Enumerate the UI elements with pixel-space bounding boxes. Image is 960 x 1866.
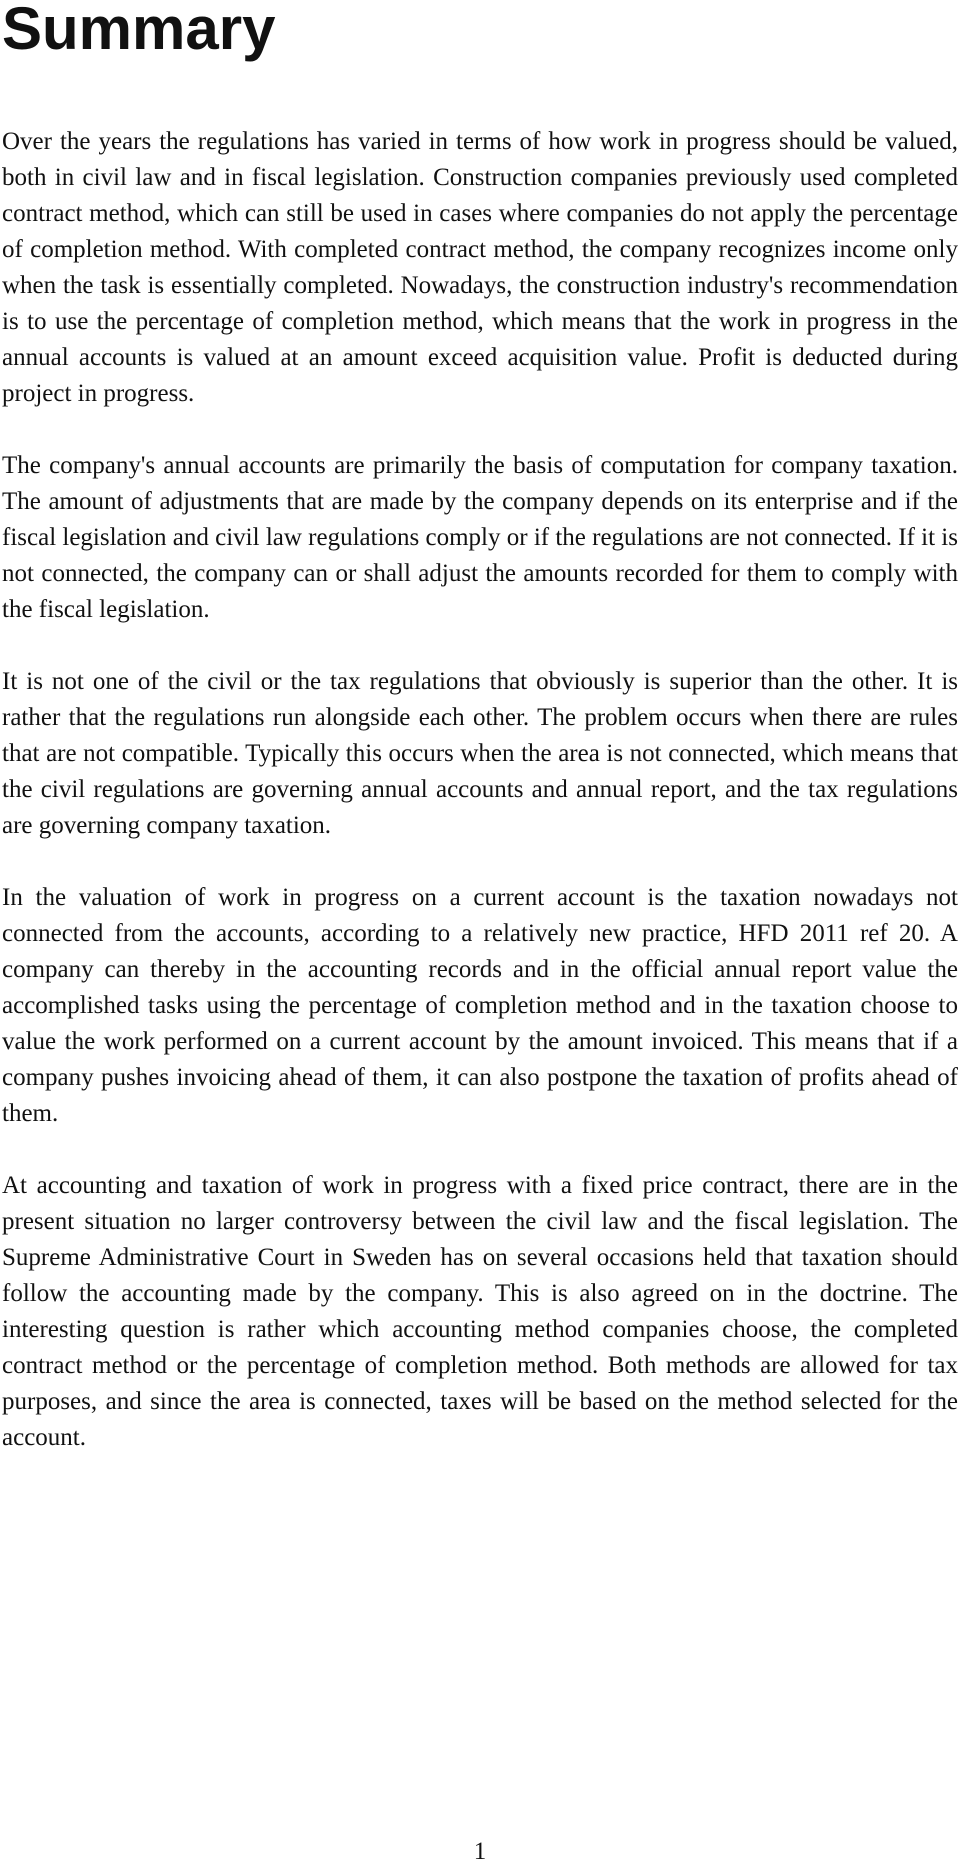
- page-title: Summary: [2, 0, 276, 62]
- paragraph-2: The company's annual accounts are primarily the basis of computation for company taxation. The amount of adjustments that are made by the company depends on its enterprise and if the fiscal legislation and civil law regulations comply or if the regulations are not connected. If it is not connected, the company can or shall adjust the amounts recorded for them to comply with the fiscal legislation.: [2, 452, 958, 623]
- paragraph-4: In the valuation of work in progress on a current account is the taxation nowadays not connected from the accounts, according to a relatively new practice, HFD 2011 ref 20. A company can thereby in the accounting records and in the official annual report value the accomplished tasks using the percentage of completion method and in the taxation choose to value the work performed on a current account by the amount invoiced. This means that if a company pushes invoicing ahead of them, it can also postpone the taxation of profits ahead of them.: [2, 884, 958, 1127]
- paragraph-3: It is not one of the civil or the tax regulations that obviously is superior than the other. It is rather that the regulations run alongside each other. The problem occurs when there are rules that are not compatible. Typically this occurs when the area is not connected, which means that the civil regulations are governing annual accounts and annual report, and the tax regulations are governing company taxation.: [2, 668, 958, 839]
- paragraph-5: At accounting and taxation of work in progress with a fixed price contract, there are in the present situation no larger controversy between the civil law and the fiscal legislation. The Supreme Administrative Court in Sweden has on several occasions held that taxation should follow the accounting made by the company. This is also agreed on in the doctrine. The interesting question is rather which accounting method companies choose, the completed contract method or the percentage of completion method. Both methods are allowed for tax purposes, and since the area is connected, taxes will be based on the method selected for the account.: [2, 1172, 958, 1451]
- page-number: 1: [473, 1838, 487, 1865]
- body-text: [2, 124, 958, 1492]
- paragraph-1: Over the years the regulations has varied in terms of how work in progress should be valued, both in civil law and in fiscal legislation. Construction companies previously used completed contract method, which can still be used in cases where companies do not apply the percentage of completion method. With completed contract method, the company recognizes income only when the task is essentially completed. Nowadays, the construction industry's recommendation is to use the percentage of completion method, which means that the work in progress in the annual accounts is valued at an amount exceed acquisition value. Profit is deducted during project in progress.: [2, 128, 958, 407]
